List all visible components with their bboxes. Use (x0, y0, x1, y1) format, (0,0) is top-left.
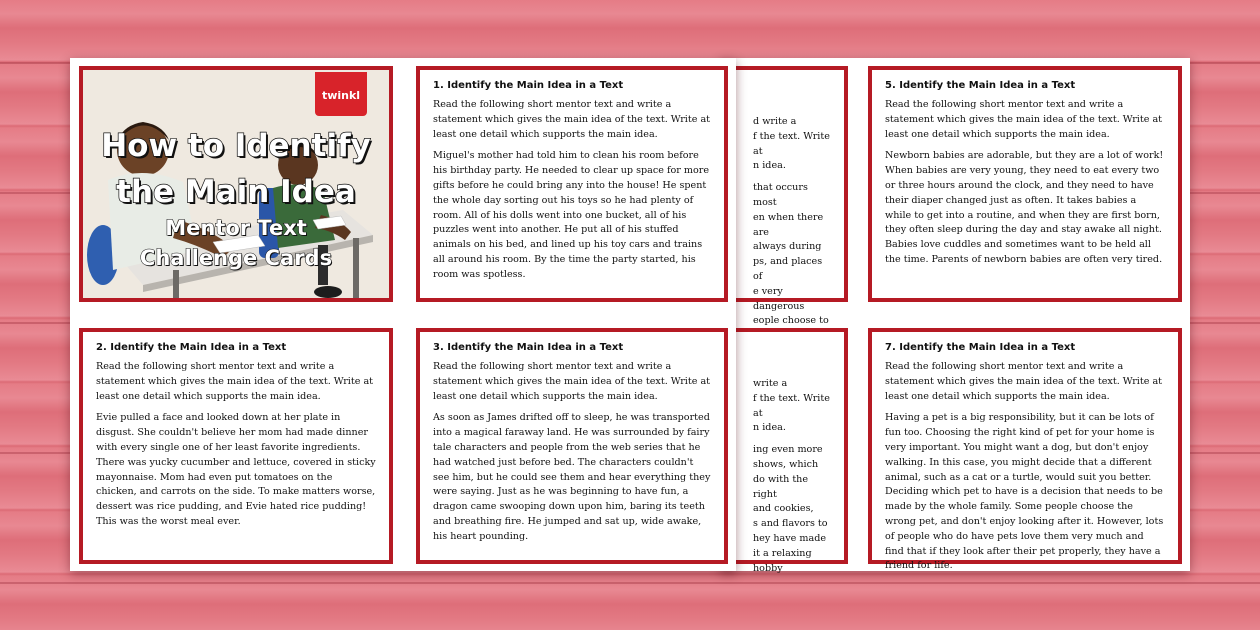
partial-line: d write a (753, 116, 797, 127)
partial-line: e very dangerous (753, 285, 805, 312)
card-text: Newborn babies are adorable, but they are a lot of work! When babies are very young, they need to eat every two or three hours around the clock, and they need to have their diaper changed just as often. It takes babies a while to get into a routine, and when they are first born, they often sleep during the day and stay awake all night. Babies love cuddles and sometimes want to be held all the time. Parents of newborn babies are often very tired. (885, 150, 1164, 265)
card-title: 3. Identify the Main Idea in a Text (433, 342, 624, 353)
cover-card (79, 66, 393, 302)
partial-line: and cookies, (753, 503, 814, 515)
challenge-card-2 (79, 328, 393, 564)
partial-line: n idea. (753, 160, 786, 172)
partial-line: ps, and places of (753, 256, 823, 282)
card-title: 7. Identify the Main Idea in a Text (885, 342, 1076, 353)
challenge-card-1 (416, 66, 728, 302)
partial-line: eople choose to (753, 315, 829, 327)
partial-card-bottom (736, 328, 848, 574)
partial-line: en when there are (753, 211, 824, 238)
card-text: Evie pulled a face and looked down at her plate in disgust. She couldn't believe her mom had made dinner with every single one of her least favorite ingredients. There was yucky cucumber and lettuce, covered in sticky mayonnaise. Mom had even put tomatoes on the chicken, and carrots on the side. To make matters worse, dessert was rice pudding, and Evie hated rice pudding! This was the worst meal ever. (96, 412, 376, 527)
cover-subtitle-line2: Challenge Cards (139, 246, 333, 270)
partial-line: always during (753, 241, 822, 253)
card-instruction: Read the following short mentor text and write a statement which gives the main idea of the text. Write at least one detail which supports the main idea. (885, 99, 1163, 140)
card-text: As soon as James drifted off to sleep, he was transported into a magical faraway land. He was surrounded by fairy tale characters and people from the web series that he had watched just before bed. The characters couldn't see him, but he could see them and hear everything they were saying. Just as he was beginning to have fun, a dragon came swooping down upon him, baring its teeth and breathing fire. He jumped and sat up, wide awake, his heart pounding. (433, 412, 711, 542)
logo-text: twinkl (321, 89, 361, 102)
partial-line: write a (753, 378, 788, 389)
twinkl-logo (315, 72, 367, 116)
cover-subtitle-line1: Mentor Text (165, 216, 307, 240)
card-text: Having a pet is a big responsibility, but it can be lots of fun too. Choosing the right kind of pet for your home is very important. You might want a dog, but don't enjoy walking. In this case, you might decide that a different animal, such as a cat or a turtle, would suit you better. Deciding which pet to have is a decision that needs to be made by the whole family. Some people choose the wrong pet, and don't enjoy looking after it. However, lots of people who do have pets love them very much and find that if they look after their pet properly, they have a friend for life. (885, 412, 1164, 572)
card-title: 2. Identify the Main Idea in a Text (96, 342, 287, 353)
cover-title-line1: How to Identify (101, 128, 371, 164)
partial-line: f the text. Write at (753, 130, 830, 157)
partial-line: s and flavors to (753, 518, 828, 530)
cover-title-line2: the Main Idea (116, 174, 356, 210)
challenge-card-7 (868, 328, 1182, 572)
partial-line: that occurs most (753, 182, 808, 208)
partial-line: hey have made (753, 532, 827, 544)
partial-line: f the text. Write at (753, 392, 830, 419)
card-instruction: Read the following short mentor text and write a statement which gives the main idea of the text. Write at least one detail which supports the main idea. (885, 361, 1163, 402)
plank-line (0, 582, 1260, 584)
partial-line: ing even more (753, 444, 823, 456)
partial-card-top (736, 66, 848, 327)
partial-line: it a relaxing hobby (753, 547, 812, 574)
card-instruction: Read the following short mentor text and write a statement which gives the main idea of the text. Write at least one detail which supports the main idea. (96, 361, 374, 402)
card-instruction: Read the following short mentor text and write a statement which gives the main idea of the text. Write at least one detail which supports the main idea. (433, 99, 711, 140)
partial-line: shows, which (753, 458, 819, 470)
partial-line: n idea. (753, 422, 786, 434)
card-title: 1. Identify the Main Idea in a Text (433, 80, 624, 91)
challenge-card-5 (868, 66, 1182, 302)
card-text: Miguel's mother had told him to clean his room before his birthday party. He needed to clear up space for more gifts before he could bring any into the house! He spent the whole day sorting out his toys so he had plenty of room. All of his dolls went into one bucket, all of his puzzles went into another. He put all of his stuffed animals on his bed, and lined up his toy cars and trains all around his room. By the time the party started, his room was spotless. (433, 150, 710, 280)
challenge-card-3 (416, 328, 728, 564)
card-title: 5. Identify the Main Idea in a Text (885, 80, 1076, 91)
partial-line: do with the right (753, 473, 809, 500)
card-instruction: Read the following short mentor text and write a statement which gives the main idea of the text. Write at least one detail which supports the main idea. (433, 361, 711, 402)
